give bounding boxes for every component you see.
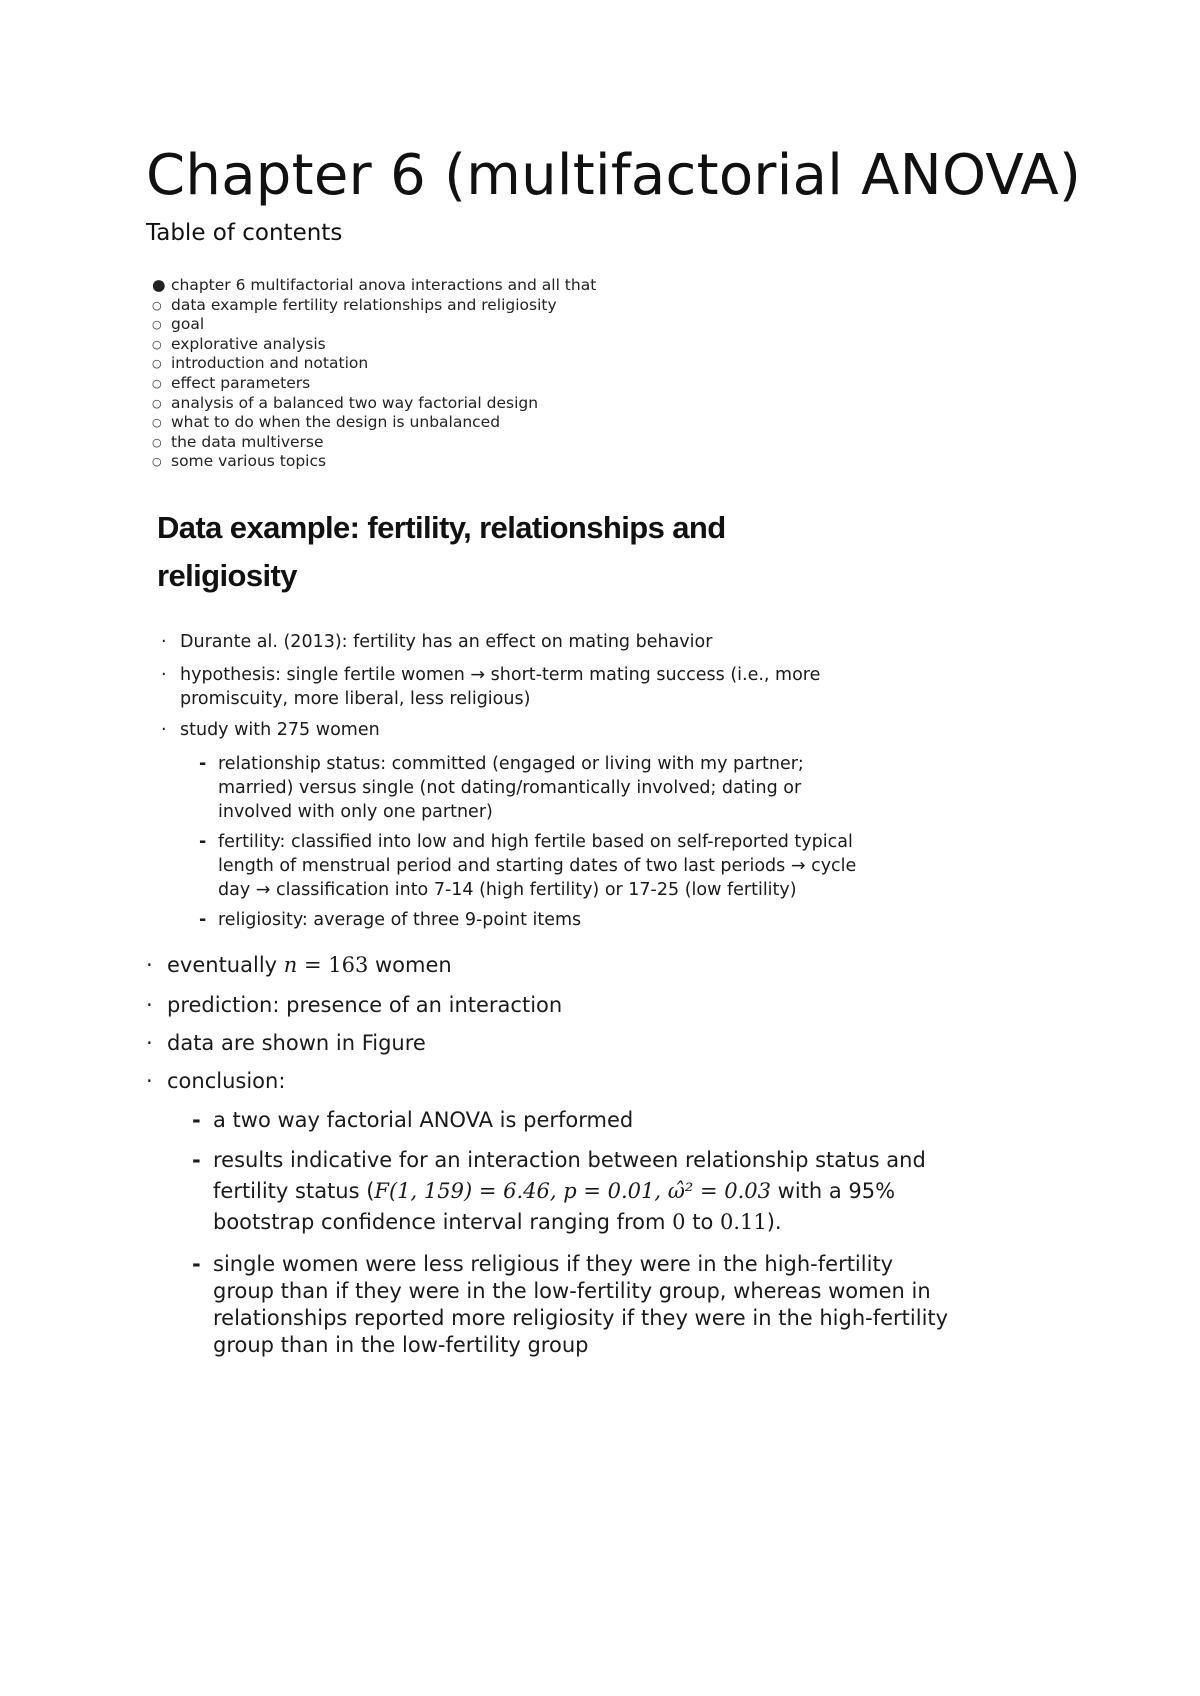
toc-item-label: explorative analysis — [171, 334, 326, 353]
toc-item-label: analysis of a balanced two way factorial design — [171, 393, 539, 412]
ci-lower: 0 — [672, 1210, 686, 1234]
bullet-text: data are shown in Figure — [167, 1031, 426, 1055]
toc-heading: Table of contents — [146, 220, 343, 246]
ci-upper: 0.11 — [719, 1210, 767, 1234]
bullet-marker: · — [161, 632, 167, 652]
toc-item-label: the data multiverse — [171, 432, 324, 451]
bullet-text-end: ). — [766, 1210, 782, 1234]
toc-item[interactable] — [152, 433, 596, 453]
toc-item[interactable] — [152, 315, 596, 335]
toc-item-label: what to do when the design is unbalanced — [171, 413, 501, 432]
toc-item[interactable] — [152, 394, 596, 414]
page-title: Chapter 6 (multifactorial ANOVA) — [146, 143, 1082, 208]
bullet-marker: · — [146, 953, 153, 977]
dash-marker: - — [192, 1108, 201, 1132]
dash-marker: - — [199, 754, 207, 774]
toc-item[interactable] — [152, 374, 596, 394]
toc-item[interactable] — [152, 296, 596, 316]
bullet-text: conclusion: — [167, 1069, 286, 1093]
bullet-conclusion — [146, 1067, 946, 1095]
filled-bullet-icon: ● — [152, 276, 166, 294]
bullet-text-mid: with a 95% bootstrap confidence interval ranging from — [213, 1179, 896, 1234]
toc-item[interactable] — [152, 354, 596, 374]
sub-bullet-results — [192, 1145, 972, 1238]
sub-bullet-anova — [192, 1106, 972, 1134]
toc-item-label: chapter 6 multifactorial anova interactions and all that — [171, 276, 597, 294]
table-of-contents — [152, 276, 596, 472]
bullet-text-to: to — [685, 1210, 720, 1234]
toc-item-label: effect parameters — [171, 373, 311, 392]
bullet-study — [161, 718, 861, 742]
bullet-text: hypothesis: single fertile women → short-term mating success (i.e., more promiscuity, more liberal, less religious) — [180, 665, 821, 709]
math-variable: n — [283, 953, 298, 977]
sub-bullet-single — [192, 1251, 972, 1359]
bullet-text: results indicative for an interaction between relationship status and fertility status ( — [213, 1148, 926, 1203]
toc-item[interactable] — [152, 276, 596, 296]
bullet-text-suffix: women — [368, 953, 452, 977]
bullet-text: single women were less religious if they were in the high-fertility group than if they were in the low-fertility group, whereas women in relationships reported more religiosity if they were in the high-fertility group than in the low-fertility group — [213, 1252, 949, 1357]
hollow-bullet-icon: ○ — [152, 455, 162, 469]
hollow-bullet-icon: ○ — [152, 357, 162, 371]
toc-item-label: some various topics — [171, 452, 327, 471]
hollow-bullet-icon: ○ — [152, 318, 162, 332]
bullet-eventually — [146, 951, 946, 979]
sub-bullet-religiosity — [199, 908, 879, 932]
hollow-bullet-icon: ○ — [152, 416, 162, 430]
toc-item-label: introduction and notation — [171, 354, 369, 373]
hollow-bullet-icon: ○ — [152, 376, 162, 390]
section-title: Data example: fertility, relationships and religiosity — [157, 510, 726, 593]
hollow-bullet-icon: ○ — [152, 337, 162, 351]
dash-marker: - — [192, 1148, 201, 1172]
bullet-marker: · — [161, 665, 167, 685]
dash-marker: - — [199, 832, 207, 852]
dash-marker: - — [199, 910, 207, 930]
bullet-text: fertility: classified into low and high fertile based on self-reported typical length of menstrual period and starting dates of two last periods → cycle day → classification into 7-14 (high fertility) or 17-25 (low fertility) — [218, 832, 857, 900]
bullet-text: eventually — [167, 953, 284, 977]
toc-item-label: data example fertility relationships and religiosity — [171, 295, 557, 314]
bullet-prediction — [146, 991, 946, 1019]
sub-bullet-fertility — [199, 830, 899, 902]
toc-item-label: goal — [171, 315, 205, 334]
bullet-marker: · — [146, 1069, 153, 1093]
math-statistics: F(1, 159) = 6.46, p = 0.01, ω̂² = 0.03 — [374, 1179, 771, 1203]
bullet-marker: · — [146, 1031, 153, 1055]
math-expression: = 163 — [297, 953, 369, 977]
bullet-text: religiosity: average of three 9-point items — [218, 910, 582, 930]
toc-item[interactable] — [152, 452, 596, 472]
toc-item[interactable] — [152, 413, 596, 433]
hollow-bullet-icon: ○ — [152, 435, 162, 449]
bullet-marker: · — [161, 720, 167, 740]
bullet-figure — [146, 1029, 946, 1057]
bullet-text: Durante al. (2013): fertility has an effect on mating behavior — [180, 632, 713, 652]
dash-marker: - — [192, 1252, 201, 1276]
toc-item[interactable] — [152, 335, 596, 355]
hollow-bullet-icon: ○ — [152, 298, 162, 312]
sub-bullet-relationship — [199, 752, 879, 824]
bullet-hypothesis — [161, 663, 861, 711]
bullet-text: study with 275 women — [180, 720, 380, 740]
bullet-text: prediction: presence of an interaction — [167, 993, 563, 1017]
bullet-text: a two way factorial ANOVA is performed — [213, 1108, 634, 1132]
bullet-marker: · — [146, 993, 153, 1017]
hollow-bullet-icon: ○ — [152, 396, 162, 410]
bullet-text: relationship status: committed (engaged or living with my partner; married) versus single (not dating/romantically involved; dating or involved with only one partner) — [218, 754, 804, 822]
